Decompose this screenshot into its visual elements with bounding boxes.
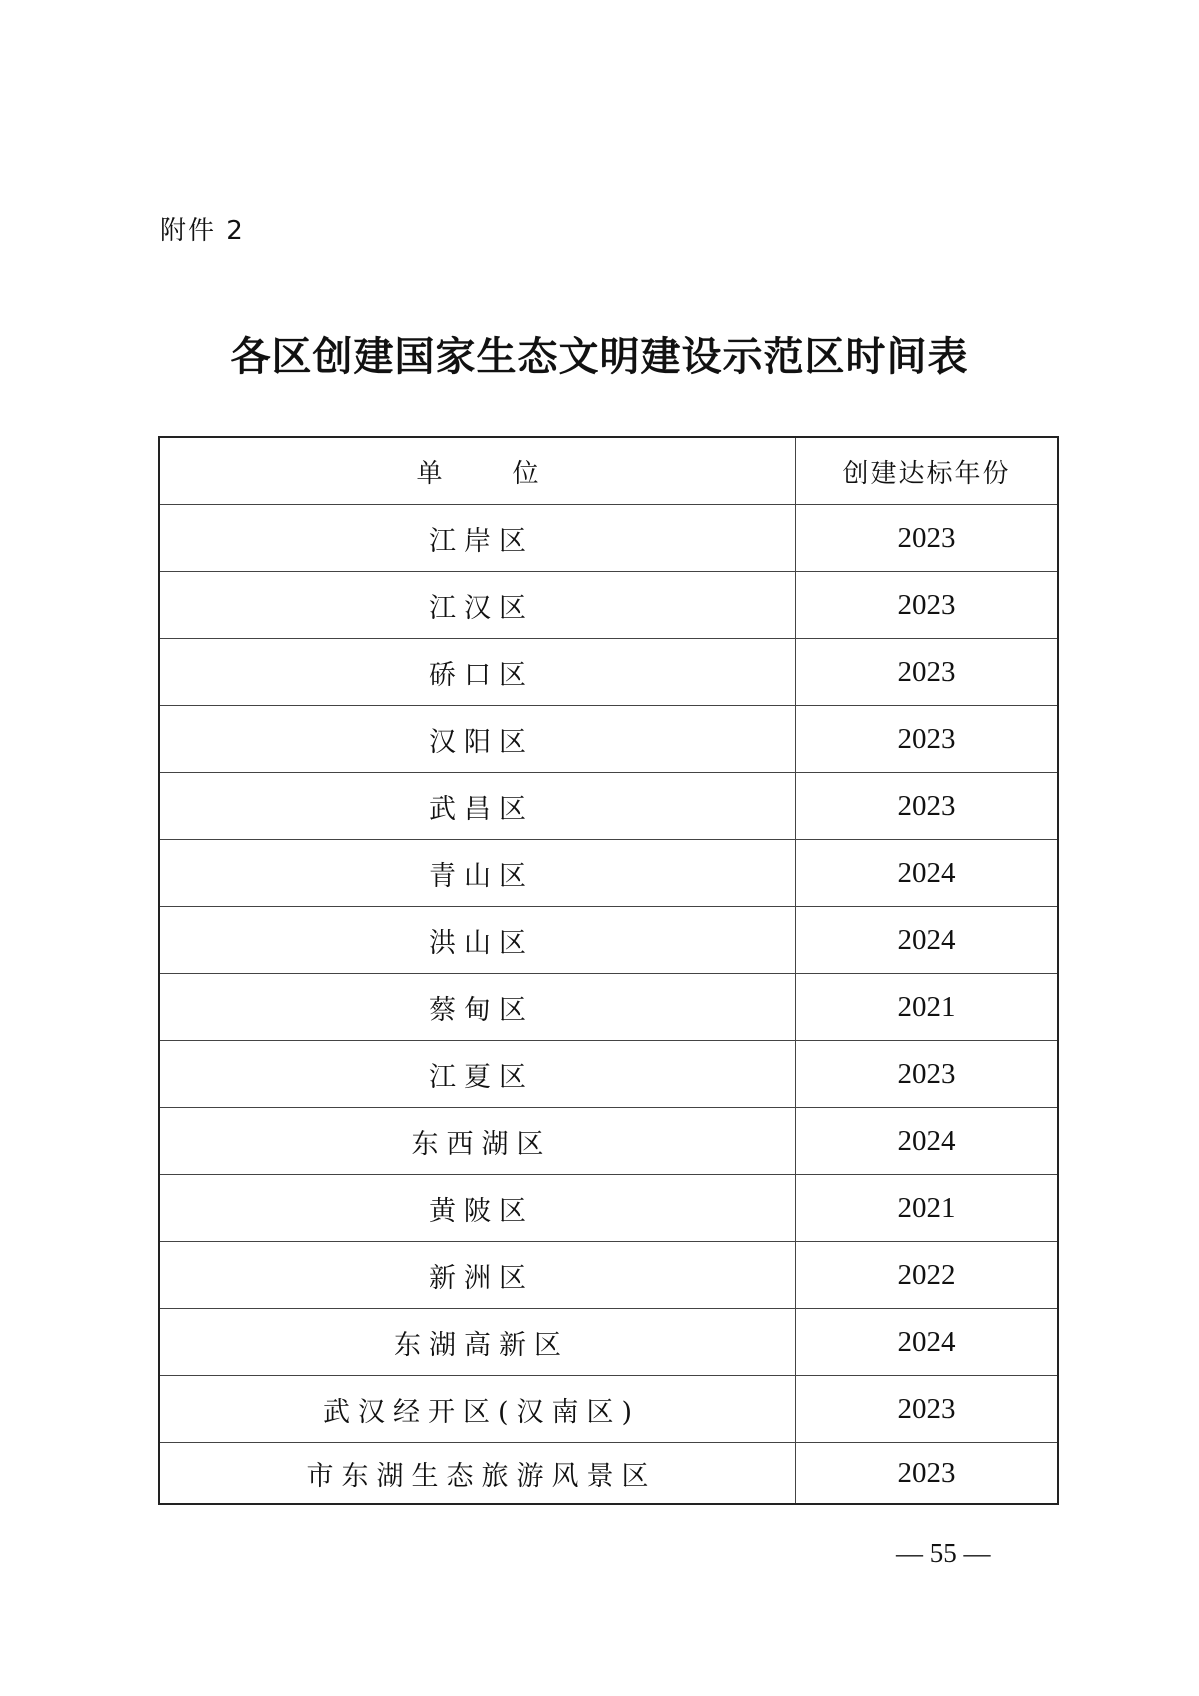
unit-cell: 市东湖生态旅游风景区 — [159, 1443, 796, 1505]
unit-cell: 汉阳区 — [159, 706, 796, 773]
unit-cell: 新洲区 — [159, 1242, 796, 1309]
schedule-table — [158, 436, 1059, 1505]
unit-cell: 江岸区 — [159, 505, 796, 572]
schedule-table-container — [158, 436, 1054, 1505]
year-cell: 2023 — [796, 639, 1059, 706]
unit-cell: 蔡甸区 — [159, 974, 796, 1041]
table-row — [159, 572, 1058, 639]
table-row — [159, 907, 1058, 974]
table-row — [159, 1443, 1058, 1505]
unit-cell: 青山区 — [159, 840, 796, 907]
year-cell: 2023 — [796, 1443, 1059, 1505]
year-cell: 2022 — [796, 1242, 1059, 1309]
attachment-label: 附件 2 — [160, 216, 245, 246]
year-cell: 2023 — [796, 706, 1059, 773]
year-cell: 2024 — [796, 1108, 1059, 1175]
table-row — [159, 1175, 1058, 1242]
year-cell: 2021 — [796, 1175, 1059, 1242]
year-cell: 2023 — [796, 773, 1059, 840]
year-cell: 2024 — [796, 840, 1059, 907]
table-row — [159, 773, 1058, 840]
unit-cell: 武昌区 — [159, 773, 796, 840]
year-cell: 2023 — [796, 505, 1059, 572]
table-row — [159, 1041, 1058, 1108]
year-cell: 2023 — [796, 572, 1059, 639]
unit-cell: 硚口区 — [159, 639, 796, 706]
unit-cell: 江夏区 — [159, 1041, 796, 1108]
unit-cell: 江汉区 — [159, 572, 796, 639]
year-cell: 2023 — [796, 1376, 1059, 1443]
unit-cell: 黄陂区 — [159, 1175, 796, 1242]
unit-cell: 东西湖区 — [159, 1108, 796, 1175]
header-unit: 单位 — [159, 437, 796, 505]
table-row — [159, 706, 1058, 773]
table-row — [159, 840, 1058, 907]
document-title: 各区创建国家生态文明建设示范区时间表 — [230, 333, 969, 380]
table-row — [159, 1309, 1058, 1376]
header-year: 创建达标年份 — [796, 437, 1059, 505]
year-cell: 2023 — [796, 1041, 1059, 1108]
table-row — [159, 1108, 1058, 1175]
unit-cell: 洪山区 — [159, 907, 796, 974]
unit-cell: 武汉经开区(汉南区) — [159, 1376, 796, 1443]
table-row — [159, 1242, 1058, 1309]
table-header-row — [159, 437, 1058, 505]
year-cell: 2021 — [796, 974, 1059, 1041]
year-cell: 2024 — [796, 1309, 1059, 1376]
year-cell: 2024 — [796, 907, 1059, 974]
table-row — [159, 505, 1058, 572]
table-row — [159, 974, 1058, 1041]
page-number: — 55 — — [896, 1538, 991, 1568]
table-row — [159, 1376, 1058, 1443]
unit-cell: 东湖高新区 — [159, 1309, 796, 1376]
table-row — [159, 639, 1058, 706]
